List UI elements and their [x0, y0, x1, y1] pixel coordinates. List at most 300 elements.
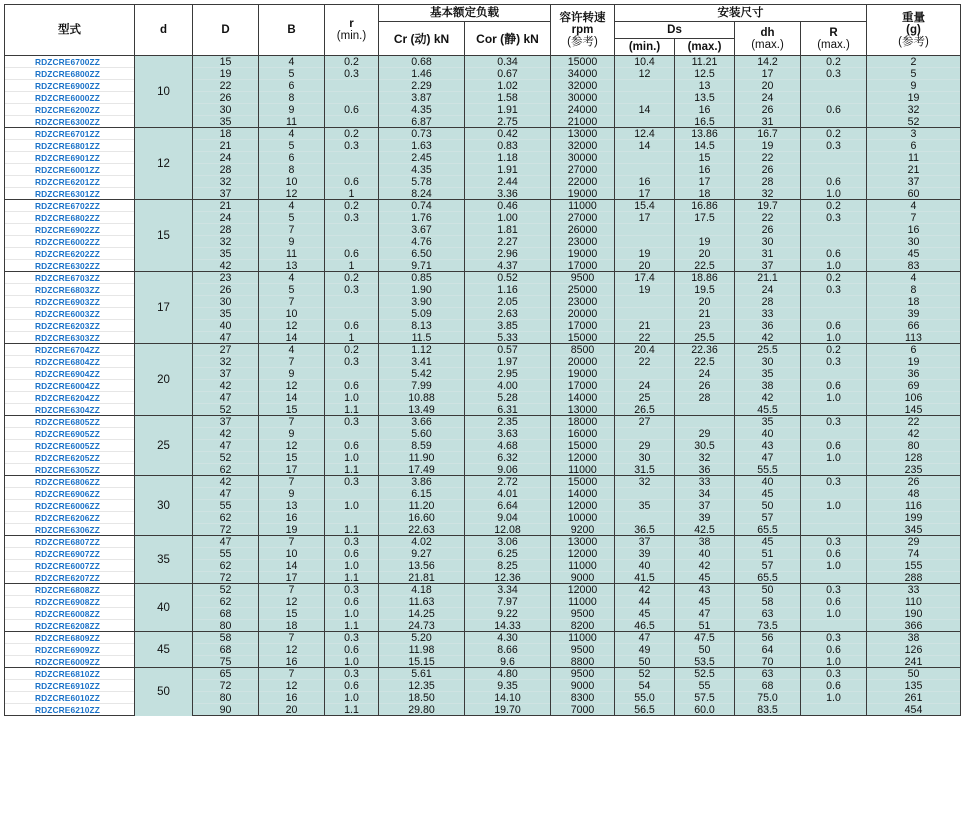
cell-r — [325, 224, 379, 236]
cell-weight: 69 — [867, 380, 961, 392]
cell-weight: 39 — [867, 308, 961, 320]
cell-B: 14 — [259, 332, 325, 344]
cell-weight: 48 — [867, 488, 961, 500]
cell-D: 21 — [193, 140, 259, 152]
cell-ds-max: 39 — [675, 512, 735, 524]
cell-B: 18 — [259, 620, 325, 632]
cell-B: 7 — [259, 356, 325, 368]
cell-ds-min — [615, 308, 675, 320]
cell-R: 0.2 — [801, 128, 867, 140]
cell-ds-max: 17 — [675, 176, 735, 188]
cell-B: 11 — [259, 116, 325, 128]
cell-B: 20 — [259, 704, 325, 716]
cell-ds-min: 40 — [615, 560, 675, 572]
cell-dh: 22 — [735, 152, 801, 164]
cell-cor: 14.10 — [465, 692, 551, 704]
cell-d: 20 — [135, 344, 193, 416]
header-speed-unit: rpm — [571, 24, 594, 36]
cell-cor: 4.01 — [465, 488, 551, 500]
cell-ds-min: 25 — [615, 392, 675, 404]
cell-weight: 66 — [867, 320, 961, 332]
cell-cr: 5.78 — [379, 176, 465, 188]
cell-ds-min — [615, 368, 675, 380]
cell-B: 12 — [259, 440, 325, 452]
cell-weight: 190 — [867, 608, 961, 620]
header-dh — [735, 22, 801, 56]
cell-cor: 12.36 — [465, 572, 551, 584]
cell-r — [325, 164, 379, 176]
cell-ds-max: 37 — [675, 500, 735, 512]
cell-speed: 9200 — [551, 524, 615, 536]
cell-D: 24 — [193, 152, 259, 164]
cell-cor: 5.28 — [465, 392, 551, 404]
cell-r: 1.1 — [325, 572, 379, 584]
cell-r: 0.2 — [325, 56, 379, 68]
cell-dh: 40 — [735, 476, 801, 488]
cell-ds-min: 26.5 — [615, 404, 675, 416]
cell-model: RDZCRE6901ZZ — [5, 152, 135, 164]
cell-cr: 4.35 — [379, 104, 465, 116]
cell-r — [325, 92, 379, 104]
cell-ds-min: 35 — [615, 500, 675, 512]
cell-speed: 9500 — [551, 644, 615, 656]
cell-model: RDZCRE6201ZZ — [5, 176, 135, 188]
cell-D: 28 — [193, 164, 259, 176]
cell-R — [801, 620, 867, 632]
cell-dh: 73.5 — [735, 620, 801, 632]
cell-R — [801, 464, 867, 476]
cell-model: RDZCRE6203ZZ — [5, 320, 135, 332]
cell-r: 1.1 — [325, 524, 379, 536]
cell-model: RDZCRE6700ZZ — [5, 56, 135, 68]
cell-cr: 16.60 — [379, 512, 465, 524]
cell-r — [325, 512, 379, 524]
cell-cr: 2.29 — [379, 80, 465, 92]
header-dh-label: dh — [760, 26, 775, 39]
cell-B: 12 — [259, 596, 325, 608]
cell-D: 23 — [193, 272, 259, 284]
cell-R: 0.3 — [801, 68, 867, 80]
cell-ds-min: 56.5 — [615, 704, 675, 716]
cell-weight: 2 — [867, 56, 961, 68]
cell-B: 4 — [259, 344, 325, 356]
cell-ds-min — [615, 116, 675, 128]
cell-dh: 83.5 — [735, 704, 801, 716]
cell-ds-min: 54 — [615, 680, 675, 692]
cell-B: 16 — [259, 692, 325, 704]
cell-cor: 1.00 — [465, 212, 551, 224]
cell-r: 1.1 — [325, 404, 379, 416]
cell-weight: 110 — [867, 596, 961, 608]
cell-ds-min: 55.0 — [615, 692, 675, 704]
cell-weight: 4 — [867, 272, 961, 284]
cell-cor: 8.25 — [465, 560, 551, 572]
cell-ds-min — [615, 296, 675, 308]
cell-R: 0.3 — [801, 356, 867, 368]
cell-ds-min: 19 — [615, 248, 675, 260]
cell-weight: 18 — [867, 296, 961, 308]
cell-model: RDZCRE6300ZZ — [5, 116, 135, 128]
cell-cor: 4.80 — [465, 668, 551, 680]
cell-ds-min: 39 — [615, 548, 675, 560]
header-speed-ref: (参考) — [567, 36, 598, 48]
cell-B: 11 — [259, 248, 325, 260]
cell-cor: 0.34 — [465, 56, 551, 68]
cell-dh: 35 — [735, 416, 801, 428]
cell-cr: 5.42 — [379, 368, 465, 380]
header-R — [801, 22, 867, 56]
cell-cor: 1.91 — [465, 104, 551, 116]
cell-B: 4 — [259, 272, 325, 284]
cell-model: RDZCRE6900ZZ — [5, 80, 135, 92]
cell-cr: 3.90 — [379, 296, 465, 308]
cell-B: 4 — [259, 128, 325, 140]
cell-R — [801, 92, 867, 104]
cell-ds-max: 47 — [675, 608, 735, 620]
cell-speed: 12000 — [551, 584, 615, 596]
cell-R: 1.0 — [801, 500, 867, 512]
cell-speed: 15000 — [551, 440, 615, 452]
cell-cr: 11.98 — [379, 644, 465, 656]
cell-d: 40 — [135, 584, 193, 632]
header-R-max: (max.) — [817, 38, 850, 51]
cell-speed: 8800 — [551, 656, 615, 668]
cell-cr: 1.46 — [379, 68, 465, 80]
cell-model: RDZCRE6903ZZ — [5, 296, 135, 308]
cell-weight: 50 — [867, 668, 961, 680]
cell-ds-min: 36.5 — [615, 524, 675, 536]
cell-weight: 155 — [867, 560, 961, 572]
table-header — [5, 5, 961, 56]
cell-ds-min: 15.4 — [615, 200, 675, 212]
cell-D: 80 — [193, 692, 259, 704]
cell-speed: 30000 — [551, 92, 615, 104]
cell-ds-min: 31.5 — [615, 464, 675, 476]
cell-cor: 9.22 — [465, 608, 551, 620]
cell-D: 37 — [193, 416, 259, 428]
cell-weight: 235 — [867, 464, 961, 476]
cell-model: RDZCRE6008ZZ — [5, 608, 135, 620]
cell-cor: 3.36 — [465, 188, 551, 200]
cell-r: 0.6 — [325, 680, 379, 692]
cell-ds-min: 20.4 — [615, 344, 675, 356]
cell-D: 52 — [193, 404, 259, 416]
cell-weight: 19 — [867, 356, 961, 368]
cell-ds-max: 53.5 — [675, 656, 735, 668]
cell-r: 0.6 — [325, 596, 379, 608]
cell-r: 0.6 — [325, 176, 379, 188]
cell-dh: 63 — [735, 608, 801, 620]
cell-ds-min — [615, 164, 675, 176]
cell-ds-min — [615, 152, 675, 164]
cell-weight: 4 — [867, 200, 961, 212]
cell-speed: 9500 — [551, 272, 615, 284]
cell-B: 4 — [259, 200, 325, 212]
cell-ds-min: 46.5 — [615, 620, 675, 632]
cell-ds-max: 45 — [675, 596, 735, 608]
header-speed — [551, 5, 615, 56]
cell-speed: 11000 — [551, 464, 615, 476]
cell-cor: 2.95 — [465, 368, 551, 380]
cell-speed: 11000 — [551, 200, 615, 212]
cell-cor: 6.31 — [465, 404, 551, 416]
cell-speed: 13000 — [551, 128, 615, 140]
cell-B: 15 — [259, 452, 325, 464]
cell-weight: 7 — [867, 212, 961, 224]
cell-ds-min: 50 — [615, 656, 675, 668]
cell-ds-max: 42 — [675, 560, 735, 572]
cell-r: 0.3 — [325, 476, 379, 488]
cell-cr: 8.24 — [379, 188, 465, 200]
cell-weight: 366 — [867, 620, 961, 632]
cell-D: 18 — [193, 128, 259, 140]
cell-speed: 11000 — [551, 560, 615, 572]
cell-R: 0.3 — [801, 584, 867, 596]
cell-B: 5 — [259, 68, 325, 80]
cell-model: RDZCRE6801ZZ — [5, 140, 135, 152]
cell-D: 62 — [193, 512, 259, 524]
table-row — [5, 416, 961, 428]
cell-cor: 7.97 — [465, 596, 551, 608]
table-row — [5, 632, 961, 644]
cell-B: 7 — [259, 536, 325, 548]
cell-cr: 10.88 — [379, 392, 465, 404]
cell-d: 17 — [135, 272, 193, 344]
cell-model: RDZCRE6305ZZ — [5, 464, 135, 476]
cell-model: RDZCRE6004ZZ — [5, 380, 135, 392]
cell-ds-max: 20 — [675, 296, 735, 308]
cell-weight: 116 — [867, 500, 961, 512]
cell-model: RDZCRE6808ZZ — [5, 584, 135, 596]
cell-dh: 57 — [735, 560, 801, 572]
cell-cr: 3.87 — [379, 92, 465, 104]
table-row — [5, 128, 961, 140]
cell-cr: 24.73 — [379, 620, 465, 632]
cell-model: RDZCRE6904ZZ — [5, 368, 135, 380]
cell-cor: 0.52 — [465, 272, 551, 284]
cell-cr: 21.81 — [379, 572, 465, 584]
cell-dh: 45 — [735, 536, 801, 548]
cell-model: RDZCRE6909ZZ — [5, 644, 135, 656]
cell-d: 12 — [135, 128, 193, 200]
cell-r: 1.0 — [325, 608, 379, 620]
cell-model: RDZCRE6207ZZ — [5, 572, 135, 584]
cell-B: 10 — [259, 548, 325, 560]
cell-B: 13 — [259, 500, 325, 512]
cell-ds-max: 22.5 — [675, 260, 735, 272]
cell-B: 7 — [259, 224, 325, 236]
cell-speed: 9000 — [551, 572, 615, 584]
cell-speed: 27000 — [551, 164, 615, 176]
cell-speed: 19000 — [551, 368, 615, 380]
cell-R: 0.6 — [801, 380, 867, 392]
header-dh-max: (max.) — [751, 38, 784, 51]
cell-ds-min: 47 — [615, 632, 675, 644]
cell-model: RDZCRE6906ZZ — [5, 488, 135, 500]
cell-weight: 37 — [867, 176, 961, 188]
cell-ds-min: 32 — [615, 476, 675, 488]
cell-B: 7 — [259, 416, 325, 428]
cell-weight: 74 — [867, 548, 961, 560]
cell-cor: 1.91 — [465, 164, 551, 176]
cell-ds-min: 29 — [615, 440, 675, 452]
cell-R: 0.3 — [801, 668, 867, 680]
cell-model: RDZCRE6306ZZ — [5, 524, 135, 536]
cell-ds-min — [615, 428, 675, 440]
cell-ds-min: 17 — [615, 188, 675, 200]
cell-B: 9 — [259, 104, 325, 116]
cell-model: RDZCRE6000ZZ — [5, 92, 135, 104]
cell-speed: 26000 — [551, 224, 615, 236]
cell-cr: 11.90 — [379, 452, 465, 464]
cell-B: 8 — [259, 164, 325, 176]
table-row — [5, 536, 961, 548]
cell-weight: 128 — [867, 452, 961, 464]
cell-weight: 16 — [867, 224, 961, 236]
cell-D: 52 — [193, 452, 259, 464]
cell-model: RDZCRE6205ZZ — [5, 452, 135, 464]
cell-model: RDZCRE6206ZZ — [5, 512, 135, 524]
cell-speed: 9500 — [551, 668, 615, 680]
cell-ds-max: 20 — [675, 248, 735, 260]
cell-B: 12 — [259, 644, 325, 656]
cell-D: 52 — [193, 584, 259, 596]
cell-ds-max — [675, 404, 735, 416]
cell-cr: 2.45 — [379, 152, 465, 164]
cell-R: 0.3 — [801, 416, 867, 428]
header-weight — [867, 5, 961, 56]
cell-ds-min: 24 — [615, 380, 675, 392]
cell-weight: 21 — [867, 164, 961, 176]
cell-cr: 12.35 — [379, 680, 465, 692]
cell-ds-max: 60.0 — [675, 704, 735, 716]
cell-cr: 3.67 — [379, 224, 465, 236]
cell-speed: 11000 — [551, 632, 615, 644]
cell-model: RDZCRE6010ZZ — [5, 692, 135, 704]
cell-dh: 65.5 — [735, 524, 801, 536]
table-row — [5, 200, 961, 212]
cell-ds-max: 38 — [675, 536, 735, 548]
cell-ds-min: 42 — [615, 584, 675, 596]
cell-cor: 9.6 — [465, 656, 551, 668]
cell-cr: 15.15 — [379, 656, 465, 668]
cell-r: 0.6 — [325, 548, 379, 560]
cell-dh: 17 — [735, 68, 801, 80]
cell-weight: 29 — [867, 536, 961, 548]
cell-B: 5 — [259, 140, 325, 152]
cell-R — [801, 236, 867, 248]
header-model: 型式 — [5, 5, 135, 56]
cell-D: 68 — [193, 644, 259, 656]
cell-B: 9 — [259, 428, 325, 440]
cell-D: 90 — [193, 704, 259, 716]
cell-r: 0.3 — [325, 416, 379, 428]
cell-cor: 2.75 — [465, 116, 551, 128]
cell-speed: 32000 — [551, 140, 615, 152]
cell-D: 68 — [193, 608, 259, 620]
cell-R: 0.6 — [801, 248, 867, 260]
cell-ds-min — [615, 236, 675, 248]
cell-cor: 6.32 — [465, 452, 551, 464]
cell-r: 0.6 — [325, 380, 379, 392]
cell-ds-max: 22.5 — [675, 356, 735, 368]
header-D: D — [193, 5, 259, 56]
cell-dh: 16.7 — [735, 128, 801, 140]
cell-cr: 11.20 — [379, 500, 465, 512]
cell-speed: 13000 — [551, 536, 615, 548]
cell-cor: 19.70 — [465, 704, 551, 716]
header-speed-label: 容许转速 — [559, 12, 606, 24]
cell-cor: 1.81 — [465, 224, 551, 236]
cell-ds-min: 21 — [615, 320, 675, 332]
cell-weight: 19 — [867, 92, 961, 104]
cell-cor: 2.96 — [465, 248, 551, 260]
cell-cor: 4.68 — [465, 440, 551, 452]
cell-D: 35 — [193, 116, 259, 128]
cell-speed: 17000 — [551, 380, 615, 392]
cell-R: 1.0 — [801, 608, 867, 620]
cell-R: 0.3 — [801, 536, 867, 548]
cell-ds-min: 49 — [615, 644, 675, 656]
cell-R — [801, 308, 867, 320]
cell-ds-min — [615, 512, 675, 524]
cell-cor: 12.08 — [465, 524, 551, 536]
cell-speed: 16000 — [551, 428, 615, 440]
cell-B: 7 — [259, 476, 325, 488]
cell-cor: 2.05 — [465, 296, 551, 308]
cell-speed: 23000 — [551, 296, 615, 308]
cell-dh: 65.5 — [735, 572, 801, 584]
cell-dh: 25.5 — [735, 344, 801, 356]
header-B: B — [259, 5, 325, 56]
cell-r: 0.3 — [325, 284, 379, 296]
cell-speed: 17000 — [551, 260, 615, 272]
cell-R: 0.6 — [801, 320, 867, 332]
header-load-group: 基本额定负载 — [379, 5, 551, 22]
cell-model: RDZCRE6704ZZ — [5, 344, 135, 356]
cell-B: 17 — [259, 572, 325, 584]
cell-cor: 6.64 — [465, 500, 551, 512]
cell-speed: 25000 — [551, 284, 615, 296]
cell-cr: 0.74 — [379, 200, 465, 212]
cell-dh: 20 — [735, 80, 801, 92]
cell-cr: 5.09 — [379, 308, 465, 320]
cell-R: 0.2 — [801, 200, 867, 212]
cell-speed: 19000 — [551, 188, 615, 200]
cell-speed: 15000 — [551, 332, 615, 344]
cell-model: RDZCRE6202ZZ — [5, 248, 135, 260]
cell-R — [801, 572, 867, 584]
cell-r: 1 — [325, 332, 379, 344]
header-ds-min: (min.) — [615, 39, 675, 56]
cell-weight: 261 — [867, 692, 961, 704]
cell-ds-min: 17 — [615, 212, 675, 224]
cell-r: 0.6 — [325, 440, 379, 452]
cell-R — [801, 224, 867, 236]
cell-ds-max: 50 — [675, 644, 735, 656]
table-row — [5, 344, 961, 356]
cell-r — [325, 236, 379, 248]
cell-dh: 45 — [735, 488, 801, 500]
cell-model: RDZCRE6204ZZ — [5, 392, 135, 404]
cell-ds-max: 45 — [675, 572, 735, 584]
cell-R: 1.0 — [801, 260, 867, 272]
cell-model: RDZCRE6902ZZ — [5, 224, 135, 236]
cell-cr: 7.99 — [379, 380, 465, 392]
cell-B: 16 — [259, 512, 325, 524]
cell-R: 0.2 — [801, 344, 867, 356]
cell-B: 10 — [259, 176, 325, 188]
